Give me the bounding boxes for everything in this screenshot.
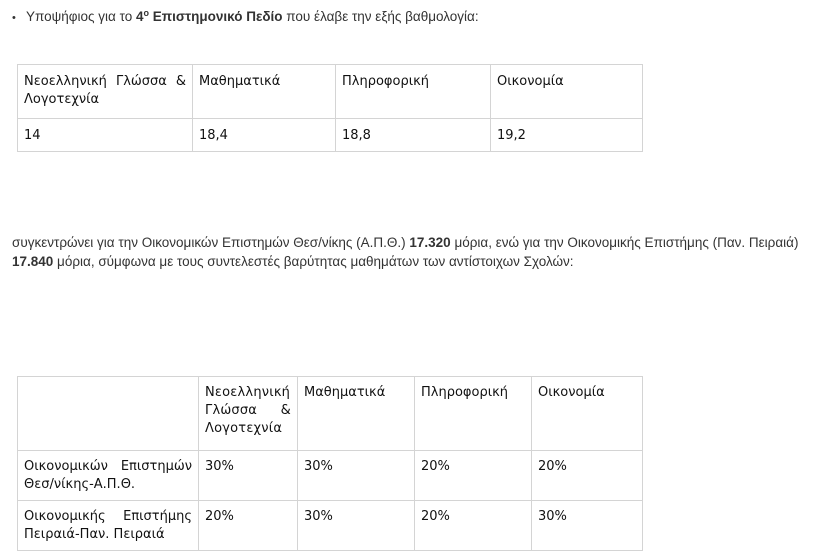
weight-cell: 30% <box>298 501 415 551</box>
header-cell-math: Μαθηματικά <box>193 65 336 119</box>
field-label: Επιστημονικό Πεδίο <box>149 9 283 24</box>
header-cell-informatics: Πληροφορική <box>336 65 491 119</box>
intro-suffix: που έλαβε την εξής βαθμολογία: <box>282 9 479 24</box>
points-auth: 17.320 <box>409 235 451 250</box>
bullet-icon: • <box>12 12 16 24</box>
weight-cell: 20% <box>532 451 643 501</box>
school-name-piraeus: Οικονομικής Επιστήμης Πειραιά-Παν. Πειραιά <box>18 501 199 551</box>
description-part-3: μόρια, σύμφωνα με τους συντελεστές βαρύτητας μαθημάτων των αντίστοιχων Σχολών: <box>53 254 574 269</box>
header-cell-economics: Οικονομία <box>491 65 643 119</box>
grade-cell-greek: 14 <box>18 119 193 152</box>
weights-header-informatics: Πληροφορική <box>415 377 532 451</box>
points-piraeus: 17.840 <box>12 254 54 269</box>
grade-cell-math: 18,4 <box>193 119 336 152</box>
school-name-auth: Οικονομικών Επιστημών Θεσ/νίκης-Α.Π.Θ. <box>18 451 199 501</box>
header-cell-greek: Νεοελληνική Γλώσσα & Λογοτεχνία <box>18 65 193 119</box>
table-row <box>18 501 643 551</box>
grade-cell-economics: 19,2 <box>491 119 643 152</box>
field-number: 4 <box>136 9 144 24</box>
weight-cell: 20% <box>199 501 298 551</box>
weight-cell: 20% <box>415 501 532 551</box>
field-number-superscript: ο <box>143 8 150 18</box>
weights-header-empty <box>18 377 199 451</box>
table-row <box>18 451 643 501</box>
intro-line <box>12 8 479 27</box>
weight-cell: 20% <box>415 451 532 501</box>
weights-header-greek: Νεοελληνική Γλώσσα & Λογοτεχνία <box>199 377 298 451</box>
weight-cell: 30% <box>298 451 415 501</box>
grades-header-row <box>18 65 643 119</box>
description-part-2: μόρια, ενώ για την Οικονομικής Επιστήμης (Παν. Πειραιά) <box>450 235 799 250</box>
description-part-1: συγκεντρώνει για την Οικονομικών Επιστημών Θεσ/νίκης (Α.Π.Θ.) <box>12 235 410 250</box>
grades-table <box>17 64 643 152</box>
intro-prefix: Υποψήφιος για το <box>26 9 136 24</box>
points-description <box>12 233 812 271</box>
weights-header-economics: Οικονομία <box>532 377 643 451</box>
weights-header-row <box>18 377 643 451</box>
weights-header-math: Μαθηματικά <box>298 377 415 451</box>
weight-cell: 30% <box>532 501 643 551</box>
grades-value-row <box>18 119 643 152</box>
grade-cell-informatics: 18,8 <box>336 119 491 152</box>
weight-cell: 30% <box>199 451 298 501</box>
weights-table <box>17 376 643 551</box>
